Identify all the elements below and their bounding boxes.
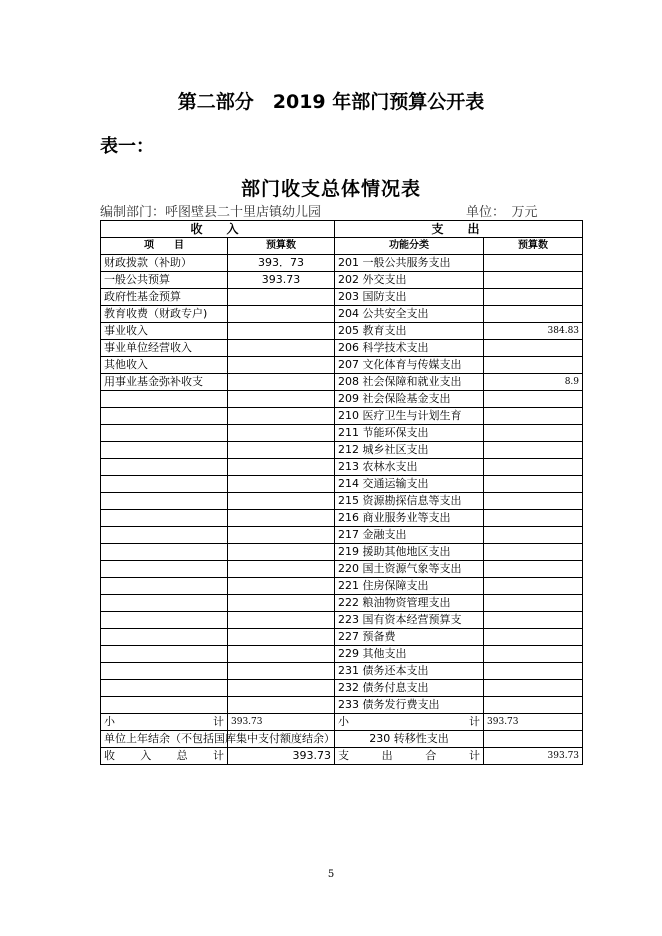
table-row: [101, 595, 583, 612]
expense-subtotal-value: 393.73: [484, 714, 583, 731]
expense-item-value: [484, 680, 583, 697]
expense-item-value: [484, 612, 583, 629]
income-total-value: 393.73: [228, 748, 335, 765]
page-number: 5: [327, 869, 335, 880]
expense-item-label: 219 援助其他地区支出: [335, 544, 484, 561]
table-row: [101, 340, 583, 357]
expense-item-label: 223 国有资本经营预算支: [335, 612, 484, 629]
expense-item-label: 211 节能环保支出: [335, 425, 484, 442]
table-row: [101, 646, 583, 663]
income-item-label: [101, 408, 228, 425]
income-item-label: 用事业基金弥补收支: [101, 374, 228, 391]
budget-table: [100, 220, 583, 765]
income-item-value: [228, 459, 335, 476]
table-row: [101, 629, 583, 646]
expense-item-label: 204 公共安全支出: [335, 306, 484, 323]
expense-item-label: 229 其他支出: [335, 646, 484, 663]
income-item-label: [101, 561, 228, 578]
income-item-value: 393.73: [228, 272, 335, 289]
subtotal-row: [101, 714, 583, 731]
expense-item-label: 222 粮油物资管理支出: [335, 595, 484, 612]
income-item-value: [228, 646, 335, 663]
expense-item-value: [484, 289, 583, 306]
expense-item-label: 215 资源勘探信息等支出: [335, 493, 484, 510]
income-item-label: [101, 510, 228, 527]
table-row: [101, 391, 583, 408]
income-item-label: [101, 629, 228, 646]
expense-item-label: 233 债务发行费支出: [335, 697, 484, 714]
table-number: 表一：: [100, 136, 154, 157]
table-row: [101, 476, 583, 493]
income-item-label: [101, 476, 228, 493]
income-item-value: [228, 442, 335, 459]
expense-item-value: [484, 595, 583, 612]
income-item-value: [228, 408, 335, 425]
table-row: [101, 289, 583, 306]
expense-item-label: 212 城乡社区支出: [335, 442, 484, 459]
table-title: 部门收支总体情况表: [240, 178, 421, 200]
table-row: [101, 323, 583, 340]
expense-item-value: 384.83: [484, 323, 583, 340]
expense-item-value: [484, 629, 583, 646]
expense-item-label: 207 文化体育与传媒支出: [335, 357, 484, 374]
table-row: [101, 255, 583, 272]
income-item-value: [228, 544, 335, 561]
expense-item-value: [484, 340, 583, 357]
expense-total-label: 支出合计: [335, 748, 484, 765]
table-row: [101, 578, 583, 595]
expense-item-label: 214 交通运输支出: [335, 476, 484, 493]
income-subtotal-label: 小计: [101, 714, 228, 731]
expense-item-label: 220 国土资源气象等支出: [335, 561, 484, 578]
expense-item-label: 203 国防支出: [335, 289, 484, 306]
income-item-label: 财政拨款（补助）: [101, 255, 228, 272]
income-item-label: [101, 578, 228, 595]
expense-total-value: 393.73: [484, 748, 583, 765]
expense-section-header: 支 出: [335, 221, 583, 238]
expense-item-value: [484, 663, 583, 680]
expense-item-label: 213 农林水支出: [335, 459, 484, 476]
expense-item-value: [484, 425, 583, 442]
expense-item-value: [484, 561, 583, 578]
expense-item-value: [484, 646, 583, 663]
income-item-label: [101, 459, 228, 476]
income-item-value: [228, 476, 335, 493]
income-item-value: 393．73: [228, 255, 335, 272]
income-item-label: [101, 595, 228, 612]
table-row: [101, 459, 583, 476]
expense-item-value: [484, 493, 583, 510]
income-item-value: [228, 629, 335, 646]
unit-label: 单位： 万元: [466, 205, 538, 220]
table-row: [101, 510, 583, 527]
table-row: [101, 493, 583, 510]
income-item-label: [101, 612, 228, 629]
table-row: [101, 561, 583, 578]
income-item-label: 一般公共预算: [101, 272, 228, 289]
expense-item-value: [484, 442, 583, 459]
income-item-label: 政府性基金预算: [101, 289, 228, 306]
carryover-row: [101, 731, 583, 748]
expense-item-value: [484, 459, 583, 476]
income-item-value: [228, 663, 335, 680]
income-item-value: [228, 391, 335, 408]
income-item-value: [228, 493, 335, 510]
income-item-label: 事业单位经营收入: [101, 340, 228, 357]
table-row: [101, 612, 583, 629]
income-item-label: [101, 646, 228, 663]
table-row: [101, 527, 583, 544]
budget-column-header: 预算数: [228, 238, 335, 255]
expense-item-label: 202 外交支出: [335, 272, 484, 289]
carryover-label: 单位上年结余（不包括国库集中支付额度结余）: [101, 731, 228, 748]
income-item-value: [228, 578, 335, 595]
item-column-header: 项 目: [101, 238, 228, 255]
income-total-label: 收入总计: [101, 748, 228, 765]
income-item-label: [101, 442, 228, 459]
expense-item-value: [484, 408, 583, 425]
expense-subtotal-label: 小计: [335, 714, 484, 731]
income-section-header: 收 入: [101, 221, 335, 238]
income-item-value: [228, 527, 335, 544]
expense-item-label: 217 金融支出: [335, 527, 484, 544]
income-item-label: [101, 663, 228, 680]
header-row-sections: [101, 221, 583, 238]
expense-item-value: [484, 527, 583, 544]
income-item-value: [228, 425, 335, 442]
expense-item-label: 216 商业服务业等支出: [335, 510, 484, 527]
income-item-value: [228, 595, 335, 612]
income-item-label: [101, 697, 228, 714]
part-title: 第二部分 2019 年部门预算公开表: [177, 91, 485, 113]
income-item-value: [228, 680, 335, 697]
expense-item-label: 208 社会保障和就业支出: [335, 374, 484, 391]
expense-item-value: [484, 544, 583, 561]
income-item-label: 事业收入: [101, 323, 228, 340]
income-item-label: [101, 527, 228, 544]
table-row: [101, 442, 583, 459]
table-row: [101, 357, 583, 374]
total-row: [101, 748, 583, 765]
income-item-value: [228, 510, 335, 527]
table-row: [101, 663, 583, 680]
expense-item-value: [484, 697, 583, 714]
income-item-label: 其他收入: [101, 357, 228, 374]
income-item-label: [101, 391, 228, 408]
expense-item-label: 227 预备费: [335, 629, 484, 646]
compiling-department: 编制部门：呼图壁县二十里店镇幼儿园: [100, 205, 322, 220]
table-row: [101, 680, 583, 697]
income-item-value: [228, 374, 335, 391]
expense-item-label: 231 债务还本支出: [335, 663, 484, 680]
income-item-label: [101, 493, 228, 510]
table-row: [101, 408, 583, 425]
expense-item-value: [484, 391, 583, 408]
expense-item-value: [484, 255, 583, 272]
expense-item-value: 8.9: [484, 374, 583, 391]
income-item-value: [228, 306, 335, 323]
table-row: [101, 425, 583, 442]
income-item-value: [228, 697, 335, 714]
transfer-expense-label: 230 转移性支出: [335, 731, 484, 748]
income-item-value: [228, 357, 335, 374]
expense-item-label: 221 住房保障支出: [335, 578, 484, 595]
budget-column-header-2: 预算数: [484, 238, 583, 255]
income-item-value: [228, 561, 335, 578]
function-class-column-header: 功能分类: [335, 238, 484, 255]
income-item-label: [101, 680, 228, 697]
expense-item-value: [484, 357, 583, 374]
expense-item-value: [484, 476, 583, 493]
expense-item-label: 232 债务付息支出: [335, 680, 484, 697]
expense-item-label: 210 医疗卫生与计划生育: [335, 408, 484, 425]
header-row-columns: [101, 238, 583, 255]
expense-item-label: 209 社会保险基金支出: [335, 391, 484, 408]
expense-item-label: 201 一般公共服务支出: [335, 255, 484, 272]
expense-item-label: 206 科学技术支出: [335, 340, 484, 357]
expense-item-label: 205 教育支出: [335, 323, 484, 340]
income-item-value: [228, 323, 335, 340]
expense-item-value: [484, 306, 583, 323]
table-row: [101, 544, 583, 561]
income-item-label: [101, 544, 228, 561]
table-row: [101, 374, 583, 391]
income-item-label: [101, 425, 228, 442]
expense-item-value: [484, 510, 583, 527]
income-subtotal-value: 393.73: [228, 714, 335, 731]
table-row: [101, 272, 583, 289]
table-row: [101, 306, 583, 323]
income-item-label: 教育收费（财政专户): [101, 306, 228, 323]
expense-item-value: [484, 272, 583, 289]
table-row: [101, 697, 583, 714]
transfer-expense-value: [484, 731, 583, 748]
expense-item-value: [484, 578, 583, 595]
income-item-value: [228, 340, 335, 357]
income-item-value: [228, 289, 335, 306]
income-item-value: [228, 612, 335, 629]
